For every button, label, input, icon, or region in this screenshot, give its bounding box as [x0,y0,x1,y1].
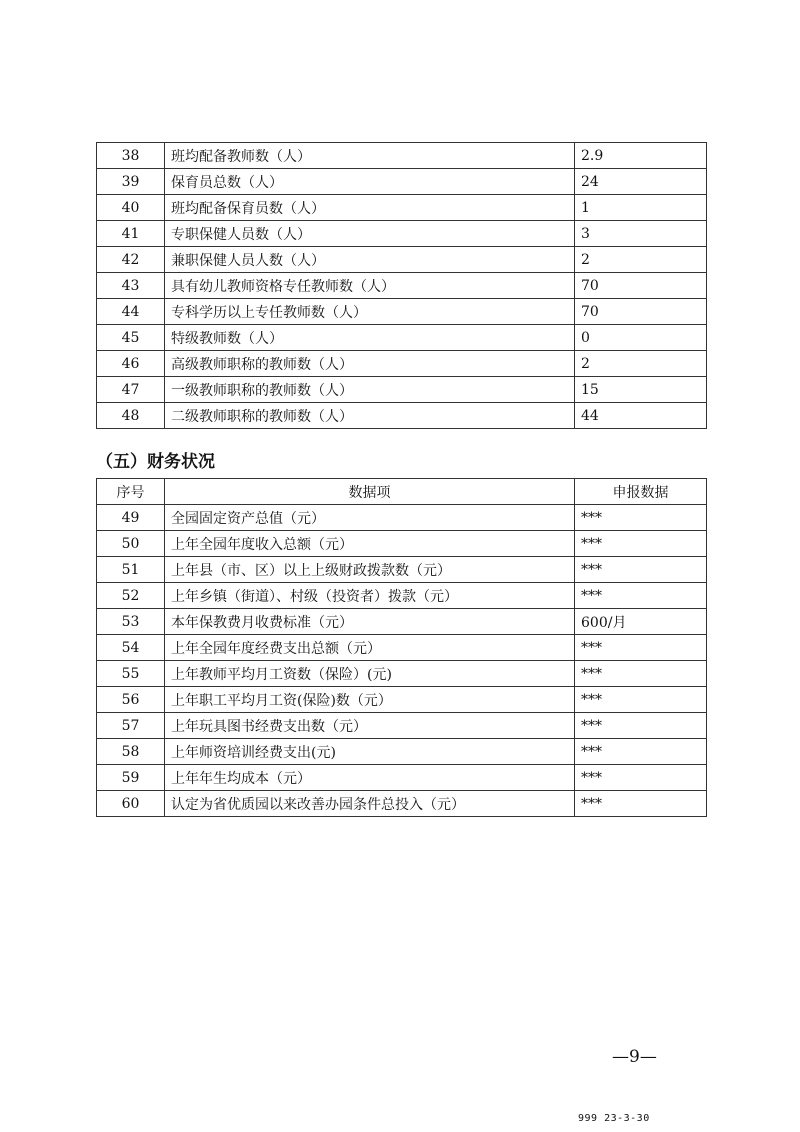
table-row [97,169,707,195]
table-row [97,273,707,299]
row-number: 56 [97,687,165,713]
row-number: 39 [97,169,165,195]
table-row [97,791,707,817]
row-value: 600/月 [575,609,707,635]
row-number: 45 [97,325,165,351]
row-number: 57 [97,713,165,739]
row-value: 44 [575,403,707,429]
table-row [97,351,707,377]
table-row [97,583,707,609]
table-row [97,687,707,713]
table-row [97,739,707,765]
row-value: 70 [575,299,707,325]
row-number: 48 [97,403,165,429]
table-row [97,377,707,403]
table-row [97,557,707,583]
table-row [97,531,707,557]
row-value: *** [575,557,707,583]
row-number: 54 [97,635,165,661]
row-item: 上年师资培训经费支出(元) [165,739,575,765]
row-number: 47 [97,377,165,403]
row-item: 认定为省优质园以来改善办园条件总投入（元） [165,791,575,817]
table-row [97,143,707,169]
row-item: 上年教师平均月工资数（保险）(元) [165,661,575,687]
table-row [97,325,707,351]
row-value: 2 [575,247,707,273]
row-number: 41 [97,221,165,247]
row-number: 59 [97,765,165,791]
table-row [97,403,707,429]
row-item: 班均配备教师数（人） [165,143,575,169]
row-value: 15 [575,377,707,403]
row-item: 二级教师职称的教师数（人） [165,403,575,429]
row-value: 1 [575,195,707,221]
row-item: 一级教师职称的教师数（人） [165,377,575,403]
row-item: 上年玩具图书经费支出数（元） [165,713,575,739]
staff-table-body [97,143,707,429]
row-value: 70 [575,273,707,299]
row-number: 50 [97,531,165,557]
finance-table-body [97,505,707,817]
table-row [97,221,707,247]
header-item: 数据项 [165,479,575,505]
row-value: *** [575,635,707,661]
row-item: 高级教师职称的教师数（人） [165,351,575,377]
row-number: 49 [97,505,165,531]
row-number: 52 [97,583,165,609]
row-value: *** [575,661,707,687]
row-number: 42 [97,247,165,273]
row-value: 3 [575,221,707,247]
finance-section-title: （五）财务状况 [96,452,215,472]
row-value: 2 [575,351,707,377]
row-item: 本年保教费月收费标准（元） [165,609,575,635]
staff-table [96,142,707,429]
print-stamp: 999 23-3-30 [578,1113,650,1124]
row-item: 特级教师数（人） [165,325,575,351]
row-number: 60 [97,791,165,817]
row-value: *** [575,739,707,765]
row-item: 全园固定资产总值（元） [165,505,575,531]
table-row [97,635,707,661]
table-row [97,299,707,325]
row-value: 2.9 [575,143,707,169]
row-item: 上年年生均成本（元） [165,765,575,791]
row-item: 班均配备保育员数（人） [165,195,575,221]
row-value: 24 [575,169,707,195]
table-row [97,247,707,273]
table-row [97,505,707,531]
row-value: *** [575,765,707,791]
row-value: *** [575,713,707,739]
table-row [97,765,707,791]
row-item: 上年职工平均月工资(保险)数（元） [165,687,575,713]
row-item: 专科学历以上专任教师数（人） [165,299,575,325]
row-item: 上年全园年度经费支出总额（元） [165,635,575,661]
table-row [97,195,707,221]
header-value: 申报数据 [575,479,707,505]
row-item: 保育员总数（人） [165,169,575,195]
table-row [97,661,707,687]
row-number: 58 [97,739,165,765]
row-number: 51 [97,557,165,583]
row-value: 0 [575,325,707,351]
row-number: 38 [97,143,165,169]
row-value: *** [575,791,707,817]
table-row [97,609,707,635]
table-row [97,713,707,739]
row-item: 兼职保健人员人数（人） [165,247,575,273]
row-value: *** [575,531,707,557]
row-value: *** [575,583,707,609]
row-number: 46 [97,351,165,377]
row-number: 53 [97,609,165,635]
page-number: —9— [612,1047,657,1067]
row-number: 40 [97,195,165,221]
row-value: *** [575,687,707,713]
row-item: 上年乡镇（街道）、村级（投资者）拨款（元） [165,583,575,609]
row-item: 上年县（市、区）以上上级财政拨款数（元） [165,557,575,583]
row-item: 上年全园年度收入总额（元） [165,531,575,557]
row-item: 专职保健人员数（人） [165,221,575,247]
finance-table-header [97,479,707,505]
row-number: 43 [97,273,165,299]
row-number: 55 [97,661,165,687]
row-number: 44 [97,299,165,325]
header-no: 序号 [97,479,165,505]
row-item: 具有幼儿教师资格专任教师数（人） [165,273,575,299]
row-value: *** [575,505,707,531]
finance-table [96,478,707,817]
